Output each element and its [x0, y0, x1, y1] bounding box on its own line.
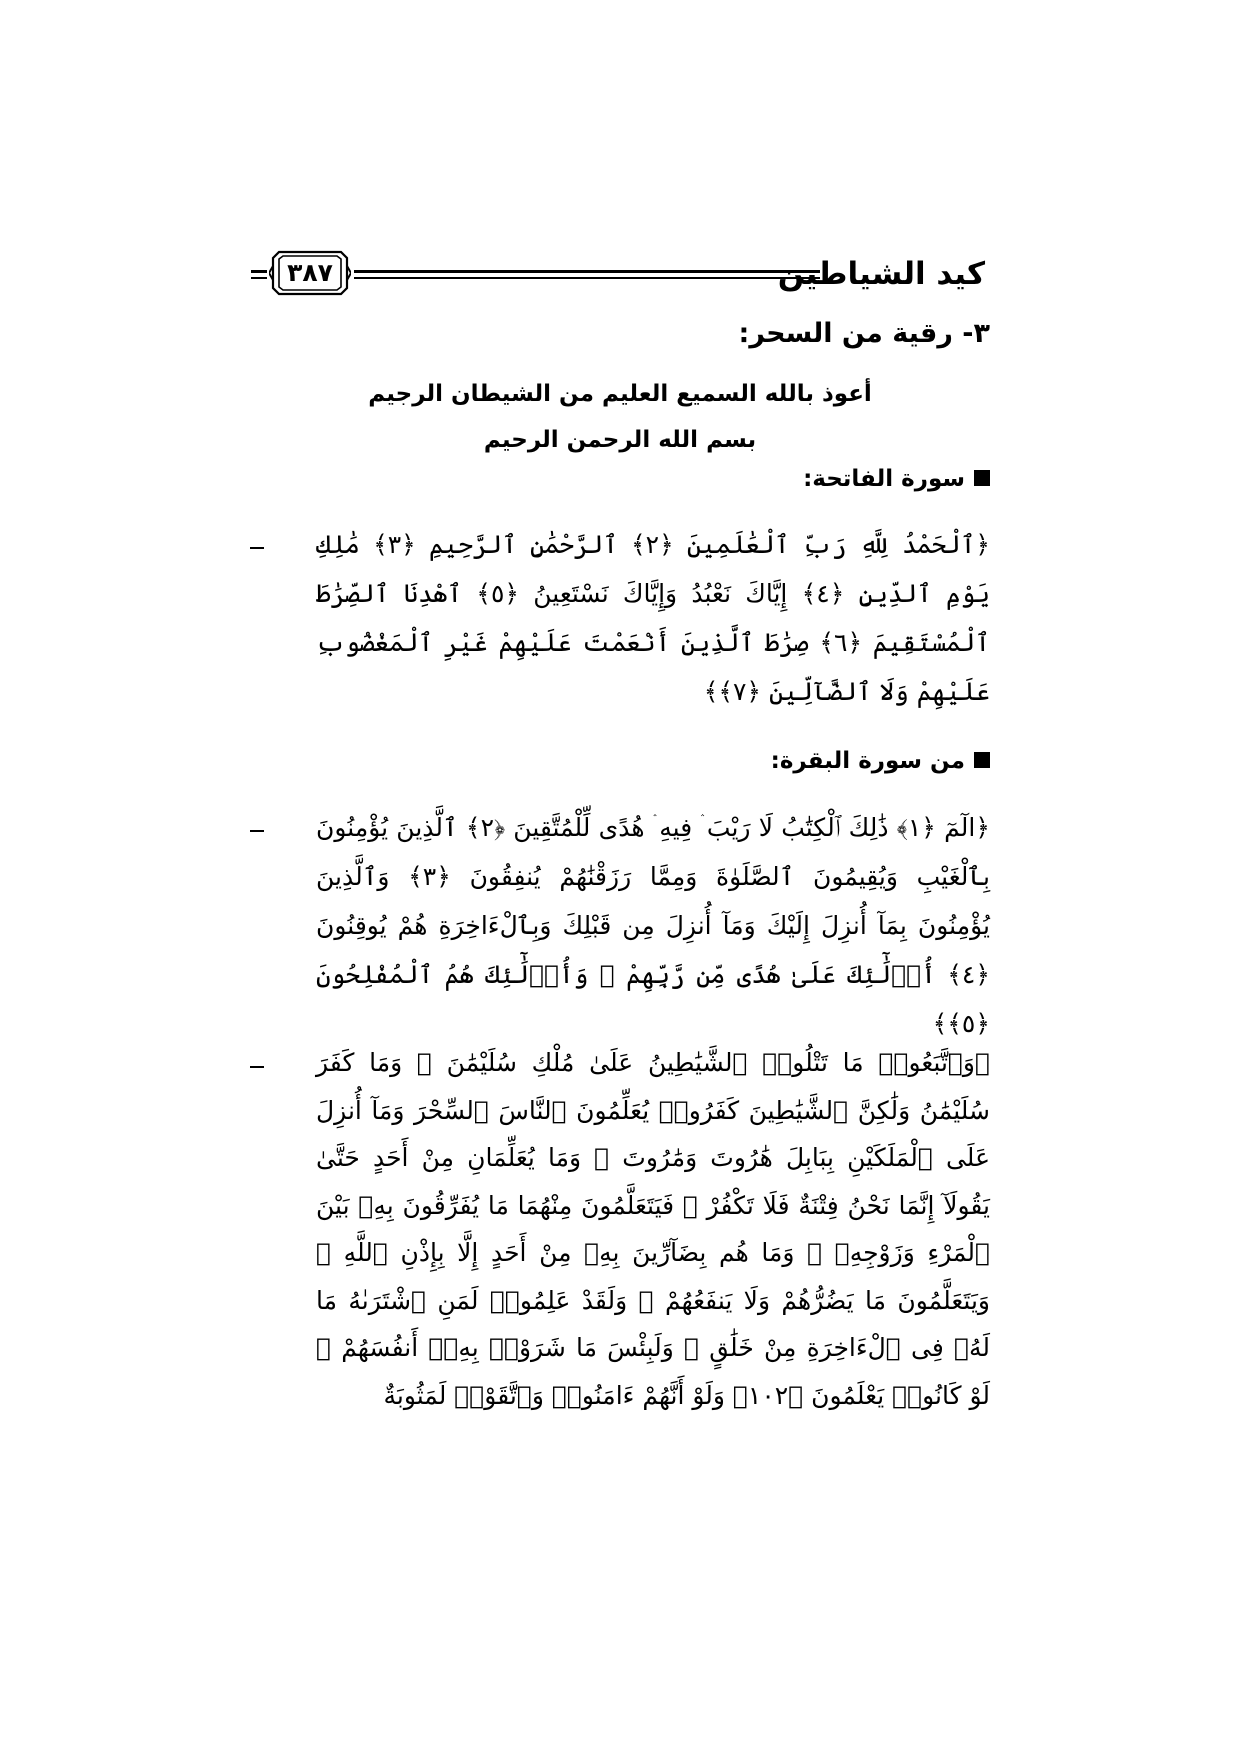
isti-adha-line: أعوذ بالله السميع العليم من الشيطان الرجيم: [368, 381, 872, 407]
surah-fatiha-verses: [250, 520, 990, 730]
header-rule-right: [354, 270, 820, 279]
page-number-badge: [269, 250, 351, 296]
verse-dash-marker: [250, 547, 264, 549]
surah-baqara-passage-2-text: ﴿وَٱتَّبَعُوا۟ مَا تَتْلُوا۟ ٱلشَّيَٰطِينُ عَلَىٰ مُلْكِ سُلَيْمَٰنَ ۖ وَمَا كَفَرَ سُلَيْمَٰنُ وَلَٰكِنَّ ٱلشَّيَٰطِينَ كَفَرُوا۟ يُعَلِّمُونَ ٱلنَّاسَ ٱلسِّحْرَ وَمَآ أُنزِلَ عَلَى ٱلْمَلَكَيْنِ بِبَابِلَ هَٰرُوتَ وَمَٰرُوتَ ۚ وَمَا يُعَلِّمَانِ مِنْ أَحَدٍ حَتَّىٰ يَقُولَآ إِنَّمَا نَحْنُ فِتْنَةٌ فَلَا تَكْفُرْ ۖ فَيَتَعَلَّمُونَ مِنْهُمَا مَا يُفَرِّقُونَ بِهِۦ بَيْنَ ٱلْمَرْءِ وَزَوْجِهِۦ ۚ وَمَا هُم بِضَآرِّينَ بِهِۦ مِنْ أَحَدٍ إِلَّا بِإِذْنِ ٱللَّهِ ۚ وَيَتَعَلَّمُونَ مَا يَضُرُّهُمْ وَلَا يَنفَعُهُمْ ۚ وَلَقَدْ عَلِمُوا۟ لَمَنِ ٱشْتَرَىٰهُ مَا لَهُۥ فِى ٱلْءَاخِرَةِ مِنْ خَلَٰقٍ ۚ وَلَبِئْسَ مَا شَرَوْا۟ بِهِۦٓ أَنفُسَهُمْ ۚ لَوْ كَانُوا۟ يَعْلَمُونَ ﴿١٠٢﴾ وَلَوْ أَنَّهُمْ ءَامَنُوا۟ وَٱتَّقَوْا۟ لَمَثُوبَةٌ: [316, 1048, 990, 1410]
surah-baqara-passage-2: [250, 1039, 990, 1429]
surah-fatiha-text: ﴿ٱلْحَمْدُ لِلَّهِ رَبِّ ٱلْعَٰلَمِينَ ﴿٢﴾ ٱلرَّحْمَٰنِ ٱلرَّحِيمِ ﴿٣﴾ مَٰلِكِ يَوْمِ ٱلدِّينِ ﴿٤﴾ إِيَّاكَ نَعْبُدُ وَإِيَّاكَ نَسْتَعِينُ ﴿٥﴾ ٱهْدِنَا ٱلصِّرَٰطَ ٱلْمُسْتَقِيمَ ﴿٦﴾ صِرَٰطَ ٱلَّذِينَ أَنْعَمْتَ عَلَيْهِمْ غَيْرِ ٱلْمَغْضُوبِ عَلَيْهِمْ وَلَا ٱلضَّآلِّينَ ﴿٧﴾﴾: [316, 530, 990, 706]
verse-dash-marker: [250, 830, 264, 832]
verse-dash-marker: [250, 1066, 264, 1068]
page-number: ٣٨٧: [287, 258, 333, 287]
running-header: [251, 250, 985, 300]
header-rule-left: [251, 270, 267, 279]
square-bullet-icon: [974, 470, 990, 486]
surah-baqara-passage-1-text: ﴿الٓمٓ ﴿١﴾ ذَٰلِكَ ٱلْكِتَٰبُ لَا رَيْبَ ۛ فِيهِ ۛ هُدًى لِّلْمُتَّقِينَ ﴿٢﴾ ٱلَّذِينَ يُؤْمِنُونَ بِٱلْغَيْبِ وَيُقِيمُونَ ٱلصَّلَوٰةَ وَمِمَّا رَزَقْنَٰهُمْ يُنفِقُونَ ﴿٣﴾ وَٱلَّذِينَ يُؤْمِنُونَ بِمَآ أُنزِلَ إِلَيْكَ وَمَآ أُنزِلَ مِن قَبْلِكَ وَبِٱلْءَاخِرَةِ هُمْ يُوقِنُونَ ﴿٤﴾ أُو۟لَٰٓئِكَ عَلَىٰ هُدًى مِّن رَّبِّهِمْ ۖ وَأُو۟لَٰٓئِكَ هُمُ ٱلْمُفْلِحُونَ ﴿٥﴾﴾: [316, 813, 991, 1038]
surah-baqara-heading-label: من سورة البقرة:: [770, 748, 965, 774]
section-heading: ٣- رقية من السحر:: [738, 318, 990, 349]
surah-baqara-heading: [771, 743, 990, 779]
surah-baqara-passage-1: [250, 803, 991, 1038]
basmala-line: بسم الله الرحمن الرحيم: [483, 427, 757, 453]
surah-fatiha-heading: [803, 461, 990, 497]
surah-fatiha-heading-label: سورة الفاتحة:: [803, 466, 965, 492]
square-bullet-icon: [974, 752, 990, 768]
running-header-title: كيد الشياطين: [777, 256, 985, 292]
